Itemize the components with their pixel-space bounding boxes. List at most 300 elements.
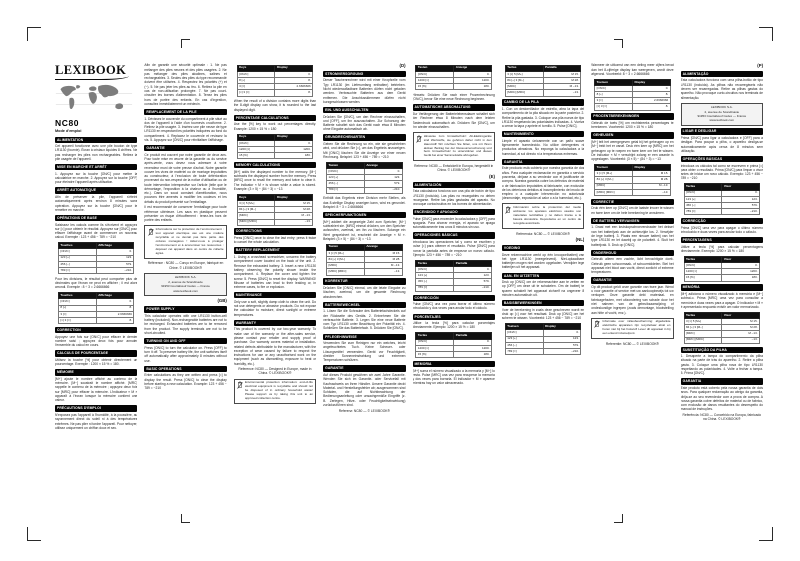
display-cell: 8. xyxy=(632,104,670,110)
column-header: Keys xyxy=(237,194,275,200)
display-cell: −210. xyxy=(364,187,402,193)
column-header: Toetsen xyxy=(595,79,633,85)
display-cell: 0. xyxy=(96,299,134,305)
section-header: MÉMOIRE xyxy=(55,369,137,375)
section-header: BATTERY REPLACEMENT xyxy=(234,247,316,253)
paragraph: 1. Using a crosshead screwdriver, unscrew the battery compartment cover located on the back of the unit. 2. Remove the exhausted battery. 3. Insert a new LR1130 battery observing the polarity shown inside the compartment. 4. Replace the cover and tighten the screw. 5. Press [ON/C] to reset the display. WARNING! Misuse of batteries can lead to their leaking or, in extreme cases, to fire or explosion. xyxy=(233,255,317,290)
display-cell: 123. xyxy=(364,175,402,181)
display-cell: 0. xyxy=(454,71,492,77)
paragraph: Prima [ON/C] uma vez para apagar o último número introduzido e duas vezes para anular todo o cálculo. xyxy=(680,225,763,234)
paragraph: When the result of a division contains more digits than the 8-digit display can show, it is rounded to the last displayed digit. xyxy=(233,99,317,112)
display-cell: −210. xyxy=(96,268,134,274)
section-header: ARRÊT AUTOMATIQUE xyxy=(55,187,137,193)
display-cell: 0. xyxy=(96,249,134,255)
column-header: Teclas xyxy=(505,65,543,71)
paragraph: [M+] ajoute le nombre affiché au contenu de la mémoire. [M−] soustrait le nombre affiché. [MRC] rappelle le contenu de la mémoire ; appuyez deux fois sur [MRC] pour effacer la mémoire. L'indicateur « M » apparaît à l'écran lorsque la mémoire contient une valeur. xyxy=(55,376,138,403)
paragraph: Reference: NC80 — Designed in Europe, made in China. © LEXIBOOK® xyxy=(238,367,312,376)
display-cell: M 28. xyxy=(722,325,760,331)
paragraph: Esta calculadora funciona con una pila de botón de tipo LR1130 (incluida). Las pilas no recargables no deben recargarse. Retire las pilas gastadas del aparato. No provoque cortocircuitos en los bornes de alimentación. xyxy=(412,189,495,207)
table-row xyxy=(416,351,492,357)
display-cell: −13. xyxy=(364,269,402,275)
section-header: MEMORIA xyxy=(413,361,495,367)
crop-mark-bottom-right xyxy=(759,527,773,541)
paragraph: Referencia: NC80 — © LEXIBOOK® xyxy=(516,231,570,236)
display-cell: 0. xyxy=(454,267,492,273)
column-header: Touches xyxy=(58,243,96,249)
column-header: Anzeige xyxy=(454,65,492,71)
language-marker: (E) xyxy=(489,173,495,179)
key-cell: [ON/C] xyxy=(237,71,275,77)
column-header: Tasten xyxy=(327,244,365,250)
column-header: Pantalla xyxy=(543,65,581,71)
table-row xyxy=(327,187,403,193)
eco-notice-text: Informations sur la protection de l'environnement : tout appareil électrique usé est une matière recyclable et ne devrait pas faire partie des ordures ménagères ! Aidez-nous à protéger l'environnement et à économiser les ressources : déposez cet appareil dans un centre de collecte agréé. xyxy=(155,227,224,255)
display-cell: 180. xyxy=(454,84,492,90)
paragraph: Hinweis: Drücken Sie nach einer Prozentrechnung [ON/C], bevor Sie eine neue Rechnung beginnen. xyxy=(412,92,495,102)
section-header: CORRECCIÓN xyxy=(413,295,495,301)
paragraph: N'exposez pas l'appareil à l'humidité, à la poussière, au rayonnement direct du soleil ni à des températures extrêmes. Ne pas plier ni tordre l'appareil. Pour nettoyer, utilisez uniquement un chiffon doux et sec. xyxy=(55,413,138,430)
crop-mark-top-left xyxy=(27,27,41,41)
display-cell: 8. xyxy=(275,90,313,96)
section-header: SUBSTITUIÇÃO DA PILHA xyxy=(681,347,763,353)
key-cell: 3 [=] xyxy=(595,98,633,104)
column-header: Display xyxy=(632,79,670,85)
address-line: www.lexibook.com xyxy=(709,118,735,123)
paragraph: Press [ON/C] once to clear the last entry; press it twice to cancel the whole calculation. xyxy=(233,236,317,245)
display-cell: 180. xyxy=(722,275,760,281)
section-header: PROCENTBEREKENINGEN xyxy=(591,113,673,119)
key-cell: 456 [−] xyxy=(327,181,365,187)
section-header: PFLEGEHINWEISE xyxy=(323,334,405,340)
key-cell: 789 [=] xyxy=(327,187,365,193)
key-cell: 789 [=] xyxy=(505,348,543,354)
key-cell: [MRC] [MRC] xyxy=(595,189,633,195)
key-cell: 1200 [×] xyxy=(684,269,722,275)
crop-mark-bottom-left xyxy=(27,527,41,541)
key-cell: [MRC] [MRC] xyxy=(505,90,543,96)
table-row xyxy=(684,337,760,343)
key-cell: 15 [%] xyxy=(237,153,275,159)
display-cell: M −13. xyxy=(722,331,760,337)
table-row xyxy=(237,153,313,159)
key-cell: 3 [×] 5 [M+] xyxy=(237,200,275,206)
table-row xyxy=(58,317,134,323)
table-row xyxy=(416,84,492,90)
manual-column xyxy=(323,62,405,515)
display-cell: 1200. xyxy=(722,269,760,275)
key-cell: 123 [+] xyxy=(58,255,96,261)
display-cell: 0. xyxy=(632,85,670,91)
column-header: Tasten xyxy=(416,65,454,71)
display-cell: M −13. xyxy=(632,183,670,189)
display-cell: 180. xyxy=(454,351,492,357)
manual-columns xyxy=(55,62,763,515)
section-header: PERCENTAGE CALCULATIONS xyxy=(234,115,316,121)
display-cell: M −13. xyxy=(364,263,402,269)
display-cell: −210. xyxy=(543,348,581,354)
section-header: VOEDING xyxy=(502,245,584,251)
table-row xyxy=(505,348,581,354)
crop-mark-top-right xyxy=(759,27,773,41)
column-header: Teclas xyxy=(416,333,454,339)
key-cell: 15 [%] xyxy=(416,351,454,357)
section-header: WARRANTY xyxy=(234,320,316,326)
paragraph: Utilisez la touche [%] pour obtenir directement un pourcentage. Exemple : 1200 × 15 % = 180. xyxy=(55,357,138,367)
key-cell: 123 [+] xyxy=(327,175,365,181)
paragraph: Op dit product geldt onze garantie van twee jaar. Wend u voor garantie of service met uw aankoopbewijs tot uw verkoper. Onze garantie dekt materiaal- en fabricagefouten, met uitzondering van schade door het niet naleven van de gebruiksaanwijzing of ondeskundige ingrepen (zoals demontage, blootstelling aan hitte of vocht, enz.). xyxy=(591,284,674,315)
paragraph: Wanneer de uitkomst van een deling meer cijfers bevat dan het 8-cijferige display kan weergeven, wordt deze afgerond. Voorbeeld: 8 ÷ 3 = 2.6666666 xyxy=(591,63,674,76)
table-row xyxy=(684,275,760,281)
example-table xyxy=(505,65,582,97)
manual-column xyxy=(144,62,226,515)
section-header: PERCENTAGENS xyxy=(681,237,763,243)
key-cell: [MRC] [MRC] xyxy=(684,337,722,343)
key-cell: [×] 3 [=] xyxy=(595,104,633,110)
key-cell: 8 [÷] xyxy=(58,305,96,311)
key-cell: 123 [+] xyxy=(505,336,543,342)
display-cell: −210. xyxy=(722,209,760,215)
column-header: Visor xyxy=(722,312,760,318)
address-line: 2, avenue de Scandinavie xyxy=(704,109,740,114)
section-header: MISE EN MARCHE ET ARRÊT xyxy=(55,164,137,170)
table-row xyxy=(684,209,760,215)
display-cell: 579. xyxy=(364,181,402,187)
paragraph: 1. Draai met een kruiskopschroevendraaier het deksel van het batterijvak aan de achterzijde los. 2. Verwijder de lege batterij. 3. Plaats een nieuwe batterij van het type LR1130 en let daarbij op de polariteit. 4. Sluit het batterijvak. 5. Druk op [ON/C]. xyxy=(591,225,674,247)
paragraph: Drücken Sie [ON/C] einmal, um die letzte Eingabe zu löschen, zweimal, um die gesamte Rechnung abzubrechen. xyxy=(323,286,406,299)
section-header: CAMBIO DE LA PILA xyxy=(502,99,584,105)
key-cell: 15 [%] xyxy=(416,84,454,90)
eco-notice-box xyxy=(591,318,673,339)
section-header: MANTENIMIENTO xyxy=(502,131,584,137)
table-row xyxy=(505,90,581,96)
section-header: ONDERHOUD xyxy=(591,250,673,256)
paragraph: Gebruik alleen een zachte, licht bevochtigde doek. Gebruik geen schoonmaak- of schuurmiddelen. Stel het apparaat niet bloot aan vocht, direct zonlicht of extreme temperaturen. xyxy=(591,257,674,275)
eco-notice-text: Informatie over milieubescherming: afgedankte elektrische apparaten zijn recyclebaar afval en horen niet bij het huisvuil! Lever dit apparaat in bij een erkend inzamelpunt. xyxy=(602,319,671,336)
column-header: Keys xyxy=(237,134,275,140)
section-header: CORRECTIONS xyxy=(234,228,316,234)
table-row xyxy=(237,90,313,96)
manual-column xyxy=(234,62,316,515)
column-header: Keys xyxy=(237,65,275,71)
language-marker: (P) xyxy=(757,63,763,68)
display-cell: M 28. xyxy=(275,207,313,213)
table-row xyxy=(327,269,403,275)
section-header: GARANTIE xyxy=(591,277,673,283)
display-cell: 8. xyxy=(275,77,313,83)
key-cell: [ON/C] xyxy=(684,190,722,196)
key-cell: 3 [×] 5 [M+] xyxy=(327,250,365,256)
section-header: SPEICHERFUNKTIONEN xyxy=(323,212,405,218)
key-cell: 123 [+] xyxy=(416,273,454,279)
section-header: PORCENTAJES xyxy=(413,314,495,320)
display-cell: M 28. xyxy=(364,257,402,263)
paragraph: Introduzca las operaciones tal y como se escriben y pulse [=] para obtener el resultado. Pulse [ON/C] para borrar la pantalla antes de empezar un nuevo cálculo. Ejemplo: 123 + 456 − 789 = −210 xyxy=(412,240,495,257)
key-cell: [ON/C] xyxy=(505,330,543,336)
column-header: Display xyxy=(543,324,581,330)
display-cell: M 15. xyxy=(632,171,670,177)
key-cell: 456 [−] xyxy=(58,261,96,267)
display-cell: 8. xyxy=(96,317,134,323)
display-cell: −13. xyxy=(722,337,760,343)
display-cell: 0. xyxy=(722,263,760,269)
key-cell: [×] 3 [=] xyxy=(58,317,96,323)
paragraph: Drücken Sie [ON/C], um den Rechner einzuschalten, und [OFF], um ihn auszuschalten. Zur Schonung der Batterie schaltet sich das Gerät nach etwa 8 Minuten ohne Eingabe automatisch ab. xyxy=(323,114,406,132)
key-cell: [ON/C] xyxy=(595,85,633,91)
fold-mark-bottom-right xyxy=(614,514,623,523)
paragraph: Saisissez les calculs comme ils s'écrivent et appuyez sur [=] pour obtenir le résultat. Appuyez sur [ON/C] pour effacer l'affichage avant de commencer un nouveau calcul. Exemple : 123 + 456 − 789 = −210 xyxy=(55,222,138,240)
column-header: Affichage xyxy=(96,293,134,299)
world-map-graphic xyxy=(55,83,137,115)
example-table xyxy=(684,183,761,215)
display-cell: −210. xyxy=(454,285,492,291)
display-cell: M −13. xyxy=(275,213,313,219)
column-header: Teclas xyxy=(684,312,722,318)
example-table xyxy=(326,244,403,276)
eco-notice-box xyxy=(234,379,316,404)
display-cell: 123. xyxy=(543,336,581,342)
fold-mark-bottom-left xyxy=(181,514,190,523)
display-cell: −13. xyxy=(275,219,313,225)
address-line: www.lexibook.com xyxy=(173,288,198,293)
section-header: OPERACIONES BÁSICAS xyxy=(413,232,495,238)
paragraph: Voer de berekening in zoals deze geschreven wordt en druk op [=] voor het resultaat. Druk op [ON/C] om het scherm te wissen. Voorbeeld: 123 + 456 − 789 = −210 xyxy=(501,307,585,321)
paragraph: 1. Con un destornillador de estrella, abra la tapa del compartimento de la pila situado en la parte posterior. 2. Retire la pila gastada. 3. Coloque una pila nueva de tipo LR1130 respetando las polaridades indicadas. 4. Vuelva a cerrar la tapa y apriete el tornillo. 5. Pulse [ON/C]. xyxy=(501,106,585,129)
paragraph: Cet appareil fonctionne avec une pile bouton de type LR1130 (fournie). Écran à cristaux liquides 8 chiffres. Ne pas recharger les piles non rechargeables. Retirez la pile usagée de l'appareil. xyxy=(55,144,138,161)
eco-notice-text: Environmental protection information: end-of-life electrical equipment is recyclable and should not be disposed of in ordinary household waste! Please support us by taking this unit to an approved collection centre. xyxy=(244,380,313,401)
eco-notice-box xyxy=(502,203,584,228)
section-header: ALIMENTATION xyxy=(55,137,137,143)
key-cell: 1200 [×] xyxy=(416,345,454,351)
key-cell: [ON/C] xyxy=(327,169,365,175)
paragraph: Druk op [ON/C] om de rekenmachine aan te zetten en op [OFF] om deze uit te schakelen. Om de batterij te sparen schakelt het apparaat zichzelf na ongeveer 8 minuten automatisch uit. xyxy=(501,280,585,297)
paragraph: This calculator operates with one LR1130 button-cell battery (included). Non-rechargeable batteries are not to be recharged. Exhausted batteries are to be removed from the product. The supply terminals are not to be short-circuited. xyxy=(144,313,227,336)
weee-bin-icon xyxy=(148,228,154,238)
paragraph: Utilize a tecla [%] para calcular percentagens directamente. Exemplo: 1200 × 15 % = 180 xyxy=(680,244,763,253)
paragraph: Gebruik de toets [%] om rechtstreeks percentages te berekenen. Voorbeeld: 1200 × 15 % = 180 xyxy=(591,121,674,130)
address-line: 91953 Courtabœuf Cedex — France xyxy=(697,114,747,119)
key-cell: 3 [×] 5 [M+] xyxy=(684,318,722,324)
section-header: STROMVERSORGUNG xyxy=(323,71,405,77)
display-cell: M 28. xyxy=(543,77,581,83)
section-header: CORRECTIE xyxy=(591,199,673,205)
address-box xyxy=(144,273,226,296)
manual-column xyxy=(502,62,584,515)
display-cell: 0. xyxy=(275,71,313,77)
paragraph: Only use a soft, slightly damp cloth to clean the unit. Do not use detergents or abrasive products. Do not expose the calculator to moisture, direct sunlight or extreme temperatures. xyxy=(233,299,317,317)
manual-column xyxy=(413,62,495,515)
section-header: GRUNDRECHENARTEN xyxy=(323,134,405,140)
example-table xyxy=(237,194,314,226)
key-cell: [MRC] xyxy=(237,213,275,219)
column-header: Teclas xyxy=(684,256,722,262)
section-header: AAN- EN UITZETTEN xyxy=(502,273,584,279)
table-row xyxy=(595,104,671,110)
language-marker: (NL) xyxy=(575,237,585,243)
section-header: TURNING ON AND OFF xyxy=(144,338,226,344)
example-table xyxy=(58,292,135,324)
paragraph: Ce produit est couvert par notre garantie de deux ans. Pour toute mise en œuvre de la garantie ou du service après-vente, vous devez vous adresser à votre revendeur muni de votre preuve d'achat. Notre garantie couvre les vices de matériel ou de montage imputables au constructeur, à l'exclusion de toute détérioration provenant du non-respect de la notice d'utilisation ou de toute intervention intempestive sur l'article (telle que le démontage, l'exposition à la chaleur ou à l'humidité, etc.). Dans un souci constant d'amélioration, nous pouvons être amenés à modifier les couleurs et les détails du produit présenté sur l'emballage. xyxy=(144,152,227,204)
column-header: Display xyxy=(632,165,670,171)
display-cell: M 15. xyxy=(543,71,581,77)
display-cell: −13. xyxy=(632,189,670,195)
section-header: OPÉRATIONS DE BASE xyxy=(55,215,137,221)
weee-bin-icon xyxy=(237,381,243,391)
example-table xyxy=(684,312,761,344)
section-header: BASIC OPERATIONS xyxy=(144,366,226,372)
key-cell: 123 [+] xyxy=(684,196,722,202)
key-cell: 8 [÷] xyxy=(237,77,275,83)
display-cell: M 15. xyxy=(722,318,760,324)
column-header: Anzeige xyxy=(364,162,402,168)
section-header: KORREKTUR xyxy=(323,278,405,284)
address-line: LEXIBOOK S.A. xyxy=(174,275,197,280)
section-header: CALCULS DE POURCENTAGE xyxy=(55,350,137,356)
section-header: GARANTIE xyxy=(144,145,226,151)
key-cell: 84 [÷] 3 [M−] xyxy=(237,207,275,213)
key-cell: 1200 [×] xyxy=(237,146,275,152)
section-header: CORRECTION xyxy=(55,327,137,333)
example-table xyxy=(58,242,135,274)
table-row xyxy=(58,268,134,274)
section-header: ALIMENTACIÓN xyxy=(413,182,495,188)
key-cell: [ON/C] xyxy=(416,339,454,345)
language-marker: (GB) xyxy=(217,298,227,304)
paragraph: Use the [%] key to work out percentages directly. Example: 1200 × 15 % = 180 xyxy=(233,122,317,131)
paragraph: [M+] telt het weergegeven getal bij het geheugen op en [M−] trekt het er vanaf. Druk één keer op [MRC] om het geheugen op te roepen en twee keer om het te wissen. De indicator « M » verschijnt zolang er een waarde is opgeslagen. Voorbeeld: (3 × 5) − (84 ÷ 3) = −13 xyxy=(591,140,674,162)
paragraph: Druk één keer op [ON/C] om de laatste invoer te wissen en twee keer om de hele berekening te annuleren. xyxy=(591,206,674,215)
address-line: 91953 Courtabœuf Cedex — France xyxy=(161,284,210,289)
section-header: OPERAÇÕES BÁSICAS xyxy=(681,156,763,162)
display-cell: 8. xyxy=(632,92,670,98)
manual-column xyxy=(55,62,137,515)
key-cell: [×] 3 [=] xyxy=(237,90,275,96)
eco-notice-text: Información sobre la protección del medio ambiente: los aparatos eléctricos usados son materiales reciclables y no deben tirarse a la basura doméstica. Deposítelos en un centro de recogida autorizado. xyxy=(513,205,582,226)
paragraph: Zur Verlängerung der Batterielebensdauer schaltet sich der Rechner etwa 8 Minuten nach dem letzten Tastendruck automatisch ab. Drücken Sie [ON/C], um ihn wieder einzuschalten. xyxy=(412,111,495,129)
display-cell: 123. xyxy=(454,273,492,279)
key-cell: 84 [÷] 3 [M−] xyxy=(684,325,722,331)
manual-column xyxy=(591,62,673,515)
display-cell: 2.6666666 xyxy=(632,98,670,104)
paragraph: 1. Appuyez sur la touche [ON/C] pour mettre la calculatrice en marche. 2. Appuyez sur la touche [OFF] pour éteindre l'appareil après utilisation. xyxy=(55,171,138,185)
key-cell: [MRC] [MRC] xyxy=(237,219,275,225)
key-cell: 84 [÷] 3 [M−] xyxy=(595,177,633,183)
example-table xyxy=(415,332,492,358)
display-cell: 0. xyxy=(543,330,581,336)
paragraph: Esta calculadora funciona com uma pilha-botão de tipo LR1130 (incluída). As pilhas não recarregáveis não devem ser recarregadas. Retire as pilhas gastas do aparelho. Não provoque curto-circuitos nos terminais de alimentação. xyxy=(680,78,763,100)
column-header: Display xyxy=(275,194,313,200)
paragraph: Este produto está coberto pela nossa garantia de dois anos. Para qualquer reclamação ao abrigo da garantia, dirija-se ao seu revendedor com a prova de compra. A nossa garantia cobre defeitos de material ou de fabrico, com exclusão de danos resultantes do desrespeito do manual de instruções. xyxy=(680,385,763,412)
eco-notice-text: Hinweise zum Umweltschutz: Alt-Elektrogeräte sind Wertstoffe, sie gehören daher nicht in den Hausmüll! Wir möchten Sie bitten, uns mit Ihrem aktiven Beitrag bei der Ressourcenschonung und beim Umweltschutz zu unterstützen und dieses Gerät bei einer Sammelstelle abzugeben. xyxy=(423,133,492,158)
example-table xyxy=(505,323,582,355)
example-table xyxy=(237,134,314,160)
paragraph: Este producto está cubierto por nuestra garantía de dos años. Para cualquier reclamación en garantía o servicio posventa, diríjase a su vendedor con el justificante de compra. Nuestra garantía cubre los defectos de material o de fabricación imputables al fabricante, con exclusión de los deterioros debidos al incumplimiento del modo de empleo o a cualquier intervención no autorizada (desmontaje, exposición al calor o a la humedad, etc.). xyxy=(501,166,585,201)
key-cell: [ON/C] xyxy=(237,140,275,146)
section-header: ENCENDIDO Y APAGADO xyxy=(413,209,495,215)
display-cell: 0. xyxy=(722,190,760,196)
key-cell: 789 [=] xyxy=(58,268,96,274)
paragraph: Afin de préserver la pile, l'appareil s'éteint automatiquement après environ 8 minutes sans opération. Appuyez sur la touche [ON/C] pour le remettre en marche. xyxy=(55,194,138,212)
example-table xyxy=(415,65,492,91)
column-header: Pantalla xyxy=(454,333,492,339)
example-table xyxy=(684,256,761,282)
paragraph: [M+] suma el número visualizado a la memoria y [M−] lo resta. Pulse [MRC] una vez para recuperar la memoria y dos veces para borrarla. El indicador « M » aparece mientras hay un valor almacenado. xyxy=(412,368,495,386)
paragraph: [M+] adds the displayed number to the memory. [M−] subtracts the displayed number from the memory. Press [MRC] once to recall the memory and twice to clear it. The indicator « M » is shown while a value is stored. Example: (3 × 5) − (84 ÷ 3) = −13 xyxy=(233,169,317,191)
paragraph: [M+] adiciona o número visualizado à memória e [M−] subtrai-o. Prima [MRC] uma vez para consultar a memória e duas vezes para a apagar. O indicador « M » é apresentado enquanto existir um valor memorizado. xyxy=(680,292,763,309)
paragraph: 1. Dévissez le couvercle du compartiment à pile situé au dos de l'appareil à l'aide d'un tournevis cruciforme. 2. Retirez la pile usagée. 3. Insérez une pile neuve de type LR1130 en respectant les polarités indiquées au fond du compartiment. 4. Replacez le couvercle et revissez la vis. 5. Appuyez sur [ON/C] pour réinitialiser l'affichage. xyxy=(144,116,227,142)
manual-column xyxy=(681,62,763,515)
key-cell: 3 [×] 5 [M+] xyxy=(595,171,633,177)
example-table xyxy=(594,164,671,196)
weee-bin-icon xyxy=(594,320,600,330)
section-header: BATTERIEWECHSEL xyxy=(323,302,405,308)
section-header: GARANTÍA xyxy=(502,159,584,165)
column-header: Affichage xyxy=(96,243,134,249)
section-header: CORRECÇÃO xyxy=(681,218,763,224)
display-cell: 579. xyxy=(454,279,492,285)
key-cell: [MRC] xyxy=(684,331,722,337)
display-cell: 1200. xyxy=(454,77,492,83)
key-cell: 456 [−] xyxy=(684,202,722,208)
display-cell: 1200. xyxy=(454,345,492,351)
paragraph: Enter calculations as they are written and press [=] to display the result. Press [ON/C] to clear the display before starting a new calculation. Example: 123 + 456 − 789 = −210 xyxy=(144,373,227,391)
column-header: Visor xyxy=(722,184,760,190)
section-header: BASISBEWERKINGEN xyxy=(502,300,584,306)
example-table xyxy=(326,162,403,194)
section-header: GARANTIE xyxy=(323,365,405,371)
section-header: AUTOMATISCHE ABSCHALTUNG xyxy=(413,104,495,110)
paragraph: Deze rekenmachine werkt op één knoopcelbatterij van het type LR1130 (meegeleverd). Niet-oplaadbare batterijen mogen niet worden opgeladen. Verwijder lege batterijen uit het apparaat. xyxy=(501,252,585,270)
display-cell: 0. xyxy=(275,140,313,146)
key-cell: [MRC] xyxy=(505,84,543,90)
display-cell: 2.6666666 xyxy=(96,311,134,317)
paragraph: Limpie el aparato únicamente con un paño suave ligeramente humedecido. No utilice detergentes ni productos abrasivos. No exponga la calculadora a la humedad, al sol directo ni a temperaturas extremas. xyxy=(501,138,585,156)
key-cell: 3 [=] xyxy=(237,84,275,90)
key-cell: 3 [×] 5 [M+] xyxy=(505,71,543,77)
key-cell: 456 [−] xyxy=(505,342,543,348)
key-cell: [ON/C] xyxy=(58,249,96,255)
column-header: Tasten xyxy=(327,162,365,168)
column-header: Touches xyxy=(58,293,96,299)
section-header: MEMÓRIA xyxy=(681,284,763,290)
column-header: Toetsen xyxy=(505,324,543,330)
paragraph: 1. Lösen Sie die Schraube des Batteriefachdeckels auf der Rückseite des Geräts. 2. Entnehmen Sie die verbrauchte Batterie. 3. Legen Sie eine neue Batterie vom Typ LR1130 unter Beachtung der Polarität ein. 4. Schließen Sie das Batteriefach. 5. Drücken Sie [ON/C]. xyxy=(323,309,406,331)
paragraph: Introduza os cálculos tal como se escrevem e prima [=] para obter o resultado. Prima [ON/C] para limpar o visor antes de iniciar um novo cálculo. Exemplo: 123 + 456 − 789 = −210 xyxy=(680,163,763,181)
section-header: PRÉCAUTIONS D'EMPLOI xyxy=(55,405,137,411)
column-header: Pantalla xyxy=(454,260,492,266)
section-header: ALIMENTAÇÃO xyxy=(681,71,763,77)
table-row xyxy=(237,219,313,225)
key-cell: 789 [=] xyxy=(416,285,454,291)
paragraph: Verwenden Sie zum Reinigen nur ein weiches, leicht angefeuchtetes Tuch. Keine Scheuer- oder Lösungsmittel verwenden. Gerät vor Feuchtigkeit, direkter Sonneneinstrahlung und extremen Temperaturen schützen. xyxy=(323,341,406,363)
paragraph: [M+] addiert die angezeigte Zahl zum Speicher, [M−] subtrahiert sie. [MRC] einmal drücken, um den Speicher aufzurufen, zweimal, um ihn zu löschen. Solange ein Wert gespeichert ist, erscheint die Anzeige « M ». Beispiel: (3 × 5) − (84 ÷ 3) = −13 xyxy=(323,219,406,241)
paragraph: Pour les divisions, le résultat peut comporter plus de décimales que l'écran ne peut en afficher ; il est alors arrondi. Exemple : 8 ÷ 3 = 2.6666666 xyxy=(55,276,138,290)
paragraph: Appuyez une fois sur [ON/C] pour effacer le dernier nombre saisi ; appuyez deux fois pour annuler l'ensemble du calcul en cours. xyxy=(55,334,138,348)
key-cell: 789 [=] xyxy=(684,209,722,215)
paragraph: Press [ON/C] to turn the calculator on. Press [OFF] to turn it off. To preserve battery life, the unit switches itself off automatically after approximately 8 minutes without use. xyxy=(144,345,227,363)
brand-block xyxy=(55,64,137,133)
fold-mark-top-left xyxy=(181,39,190,48)
display-cell: 579. xyxy=(543,342,581,348)
language-marker: (D) xyxy=(399,63,406,68)
lexibook-logo: LEXIBOOK xyxy=(55,63,127,77)
column-header: Display xyxy=(275,134,313,140)
key-cell: [ON/C] xyxy=(58,299,96,305)
paragraph: Geben Sie die Rechnung so ein, wie sie geschrieben wird, und drücken Sie [=], um das Ergebnis anzuzeigen. Mit [ON/C] löschen Sie die Anzeige vor einer neuen Rechnung. Beispiel: 123 + 456 − 789 = −210 xyxy=(323,142,406,159)
column-header: Teclas xyxy=(684,184,722,190)
display-cell: 0. xyxy=(364,169,402,175)
address-box xyxy=(681,103,763,126)
table-row xyxy=(595,189,671,195)
